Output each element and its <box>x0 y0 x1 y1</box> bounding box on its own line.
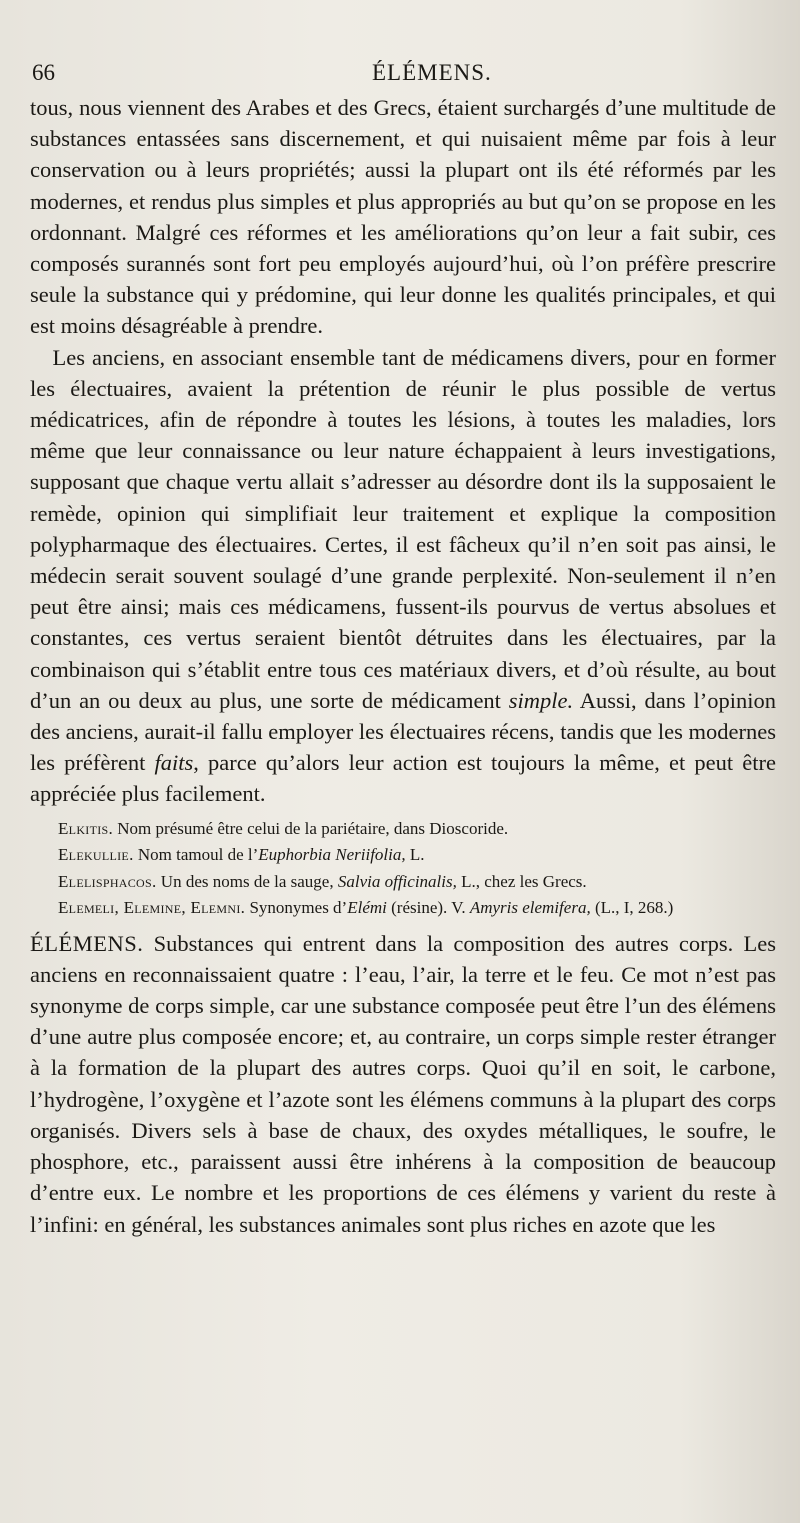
entry-elemens-head: ÉLÉMENS. <box>30 930 144 956</box>
running-head <box>30 52 776 92</box>
entry-elelisphacos <box>30 869 776 896</box>
paragraph-electuaires-text: Les anciens, en associant ensemble tant de médicamens divers, pour en former les électuaires, avaient la prétention de réunir le plus possible de vertus médicatrices, afin de répondre à toutes les lésions, à toutes les maladies, lors même que leur connaissance ou leur nature échappaient à leurs investigations, supposant que chaque vertu allait s’adresser au désordre dont ils la supposaient le remède, opinion qui simplifiait leur traitement et explique la composition polypharmaque des électuaires. Certes, il est fâcheux qu’il n’en soit pas ainsi, le médecin serait souvent soulagé d’une grande perplexité. Non-seulement il n’en peut être ainsi; mais ces médicamens, fussent-ils pourvus de vertus absolues et constantes, ces vertus seraient bientôt détruites dans les électuaires, par la combinaison qui s’établit entre tous ces matériaux divers, et d’où résulte, au bout d’un an ou deux au plus, une sorte de médicament <box>30 344 776 713</box>
entry-elemeli-ref: (L., I, 268.) <box>590 898 674 918</box>
entry-elemeli-elemi: Elémi <box>347 898 387 918</box>
entry-elekullie-text: Nom tamoul de l’ <box>133 845 259 865</box>
paragraph-electuaires-end: , parce qu’alors leur action est toujours la même, et peut être appréciée plus facilement. <box>30 750 776 807</box>
running-title: ÉLÉMENS. <box>372 60 492 85</box>
paragraph-electuaires <box>30 342 776 810</box>
entry-elelisphacos-text: Un des noms de la sauge, <box>156 871 338 891</box>
entry-elemeli-head: Elemeli, Elemine, Elemni. <box>58 898 246 918</box>
entry-elkitis-text: Nom présumé être celui de la pariétaire, dans Dioscoride. <box>113 818 509 838</box>
entry-elemeli-mid: (résine). V. <box>386 898 470 918</box>
page-number: 66 <box>32 60 55 85</box>
entry-elekullie-species: Euphorbia Neriifolia, <box>258 845 406 865</box>
entry-elemeli-species: Amyris elemifera, <box>469 898 591 918</box>
short-entries <box>30 816 776 922</box>
entry-elkitis <box>30 816 776 843</box>
entry-elekullie <box>30 842 776 869</box>
emphasis-simple: simple. <box>508 687 574 713</box>
entry-elemeli <box>30 895 776 922</box>
entry-elelisphacos-species: Salvia officinalis, <box>337 871 457 891</box>
entry-elemeli-text: Synonymes d’ <box>245 898 348 918</box>
emphasis-faits: faits <box>154 750 194 776</box>
entry-elemens <box>30 928 776 1240</box>
entry-elemens-text: Substances qui entrent dans la composition des autres corps. Les anciens en reconnaissaient quatre : l’eau, l’air, la terre et le feu. Ce mot n’est pas synonyme de corps simple, car une substance composée peut être l’un des élémens d’une autre plus composée encore; et, au contraire, un corps simple rester étranger à la formation de la plupart des autres corps. Quoi qu’il en soit, le carbone, l’hydrogène, l’oxygène et l’azote sont les élémens communs à la plupart des corps organisés. Divers sels à base de chaux, des oxydes métalliques, le soufre, le phosphore, etc., paraissent aussi être inhérens à la composition de beaucoup d’entre eux. Le nombre et les proportions de ces élémens y varient du reste à l’infini: en général, les substances animales sont plus riches en azote que les <box>30 930 776 1237</box>
entry-elekullie-head: Elekullie. <box>58 845 134 865</box>
entry-elelisphacos-head: Elelisphacos. <box>58 871 157 891</box>
entry-elkitis-head: Elkitis. <box>58 818 114 838</box>
paragraph-electuaires-mid: Aussi, dans l’opinion des anciens, aurait-il fallu employer les électuaires récens, tandis que les modernes les préfèrent <box>30 687 777 776</box>
entry-elekullie-author: L. <box>405 845 425 865</box>
paragraph-continuation: tous, nous viennent des Arabes et des Grecs, étaient surchargés d’une multitude de substances entassées sans discernement, et qui nuisaient même par fois à leur conservation ou à leurs propriétés; aussi la plupart ont ils été réformés par les modernes, et rendus plus simples et plus appropriés au but qu’on se propose en les ordonnant. Malgré ces réformes et les améliorations qu’on leur a fait subir, ces composés surannés sont fort peu employés aujourd’hui, où l’on préfère prescrire seule la substance qui y prédomine, qui leur donne les qualités principales, et qui est moins désagréable à prendre. <box>30 95 776 339</box>
entry-elelisphacos-tail: L., chez les Grecs. <box>456 871 587 891</box>
